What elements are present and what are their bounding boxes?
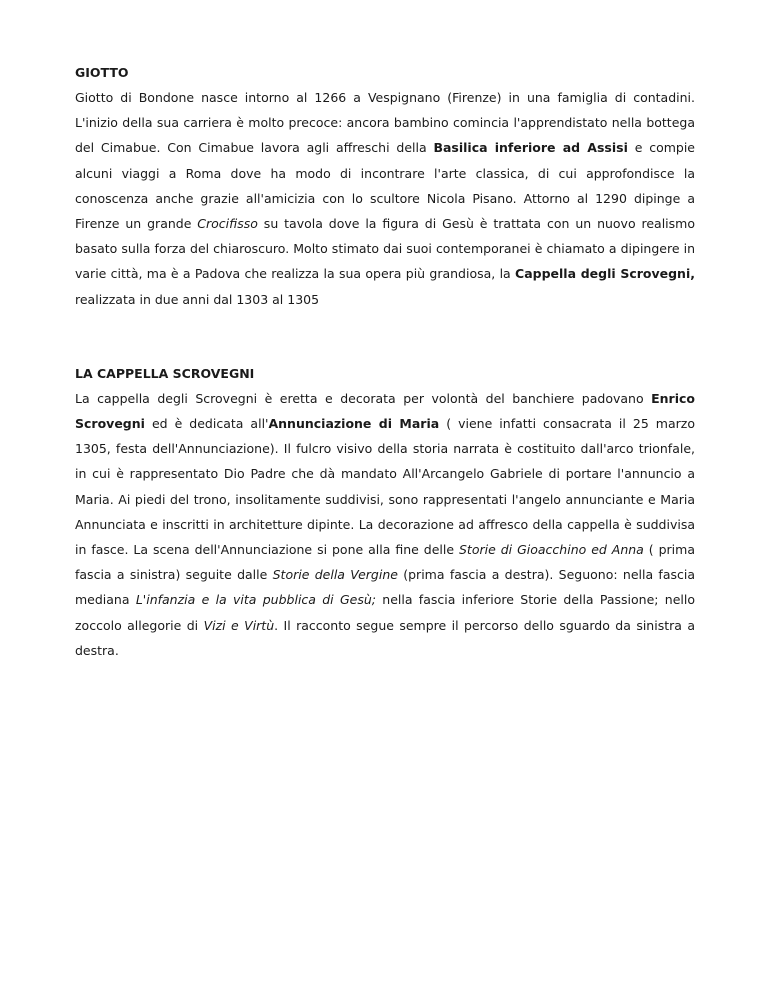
- section-paragraph: [75, 386, 695, 663]
- text-run: . Il racconto segue sempre il percorso dello sguardo da sinistra a destra.: [75, 617, 695, 658]
- italic-text-run: Storie di Gioacchino ed Anna: [459, 542, 644, 558]
- text-run: Giotto di Bondone nasce intorno al 1266 a Vespignano (Firenze) in una famiglia di contadini. L'inizio della sua carriera è molto precoce: ancora bambino comincia l'apprendistato nella bottega del Cimabue. Con Cimabue lavora agli affreschi della: [75, 90, 695, 156]
- italic-text-run: Vizi e Virtù: [203, 617, 275, 633]
- bold-text-run: Annunciazione di Maria: [268, 416, 440, 432]
- text-run: (prima fascia a destra). Seguono: nella fascia mediana: [75, 567, 695, 608]
- bold-text-run: Enrico Scrovegni: [75, 390, 695, 432]
- section-paragraph: [75, 85, 695, 312]
- bold-text-run: Cappella degli Scrovegni,: [515, 266, 695, 282]
- text-run: ( viene infatti consacrata il 25 marzo 1305, festa dell'Annunciazione). Il fulcro visivo della storia narrata è costituito dall'arco trionfale, in cui è rappresentato Dio Padre che dà mandato All'Arcangelo Gabriele di portare l'annuncio a Maria. Ai piedi del trono, insolitamente suddivisi, sono rappresentati l'angelo annunciante e Maria Annunciata e inscritti in architetture dipinte. La decorazione ad affresco della cappella è suddivisa in fasce. La scena dell'Annunciazione si pone alla fine delle: [75, 416, 695, 558]
- text-run: nella fascia inferiore Storie della Passione; nello zoccolo allegorie di: [75, 592, 695, 633]
- text-run: La cappella degli Scrovegni è eretta e decorata per volontà del banchiere padovano: [75, 390, 652, 406]
- text-run: ed è dedicata all': [144, 416, 269, 432]
- italic-text-run: Crocifisso: [197, 216, 258, 232]
- document-page: [75, 60, 695, 663]
- section-giotto: [75, 60, 695, 312]
- section-title: LA CAPPELLA SCROVEGNI: [75, 365, 255, 381]
- text-run: realizzata in due anni dal 1303 al 1305: [75, 291, 320, 307]
- italic-text-run: L'infanzia e la vita pubblica di Gesù;: [135, 592, 376, 608]
- text-run: ( prima fascia a sinistra) seguite dalle: [75, 542, 695, 583]
- italic-text-run: Storie della Vergine: [272, 567, 398, 583]
- text-run: su tavola dove la figura di Gesù è trattata con un nuovo realismo basato sulla forza del chiaroscuro. Molto stimato dai suoi contemporanei è chiamato a dipingere in varie città, ma è a Padova che realizza la sua opera più grandiosa, la: [75, 216, 695, 282]
- bold-text-run: Basilica inferiore ad Assisi: [433, 140, 628, 156]
- section-cappella-scrovegni: [75, 361, 695, 663]
- text-run: e compie alcuni viaggi a Roma dove ha modo di incontrare l'arte classica, di cui approfondisce la conoscenza anche grazie all'amicizia con lo scultore Nicola Pisano. Attorno al 1290 dipinge a Firenze un grande: [75, 140, 695, 232]
- section-title: GIOTTO: [75, 65, 129, 80]
